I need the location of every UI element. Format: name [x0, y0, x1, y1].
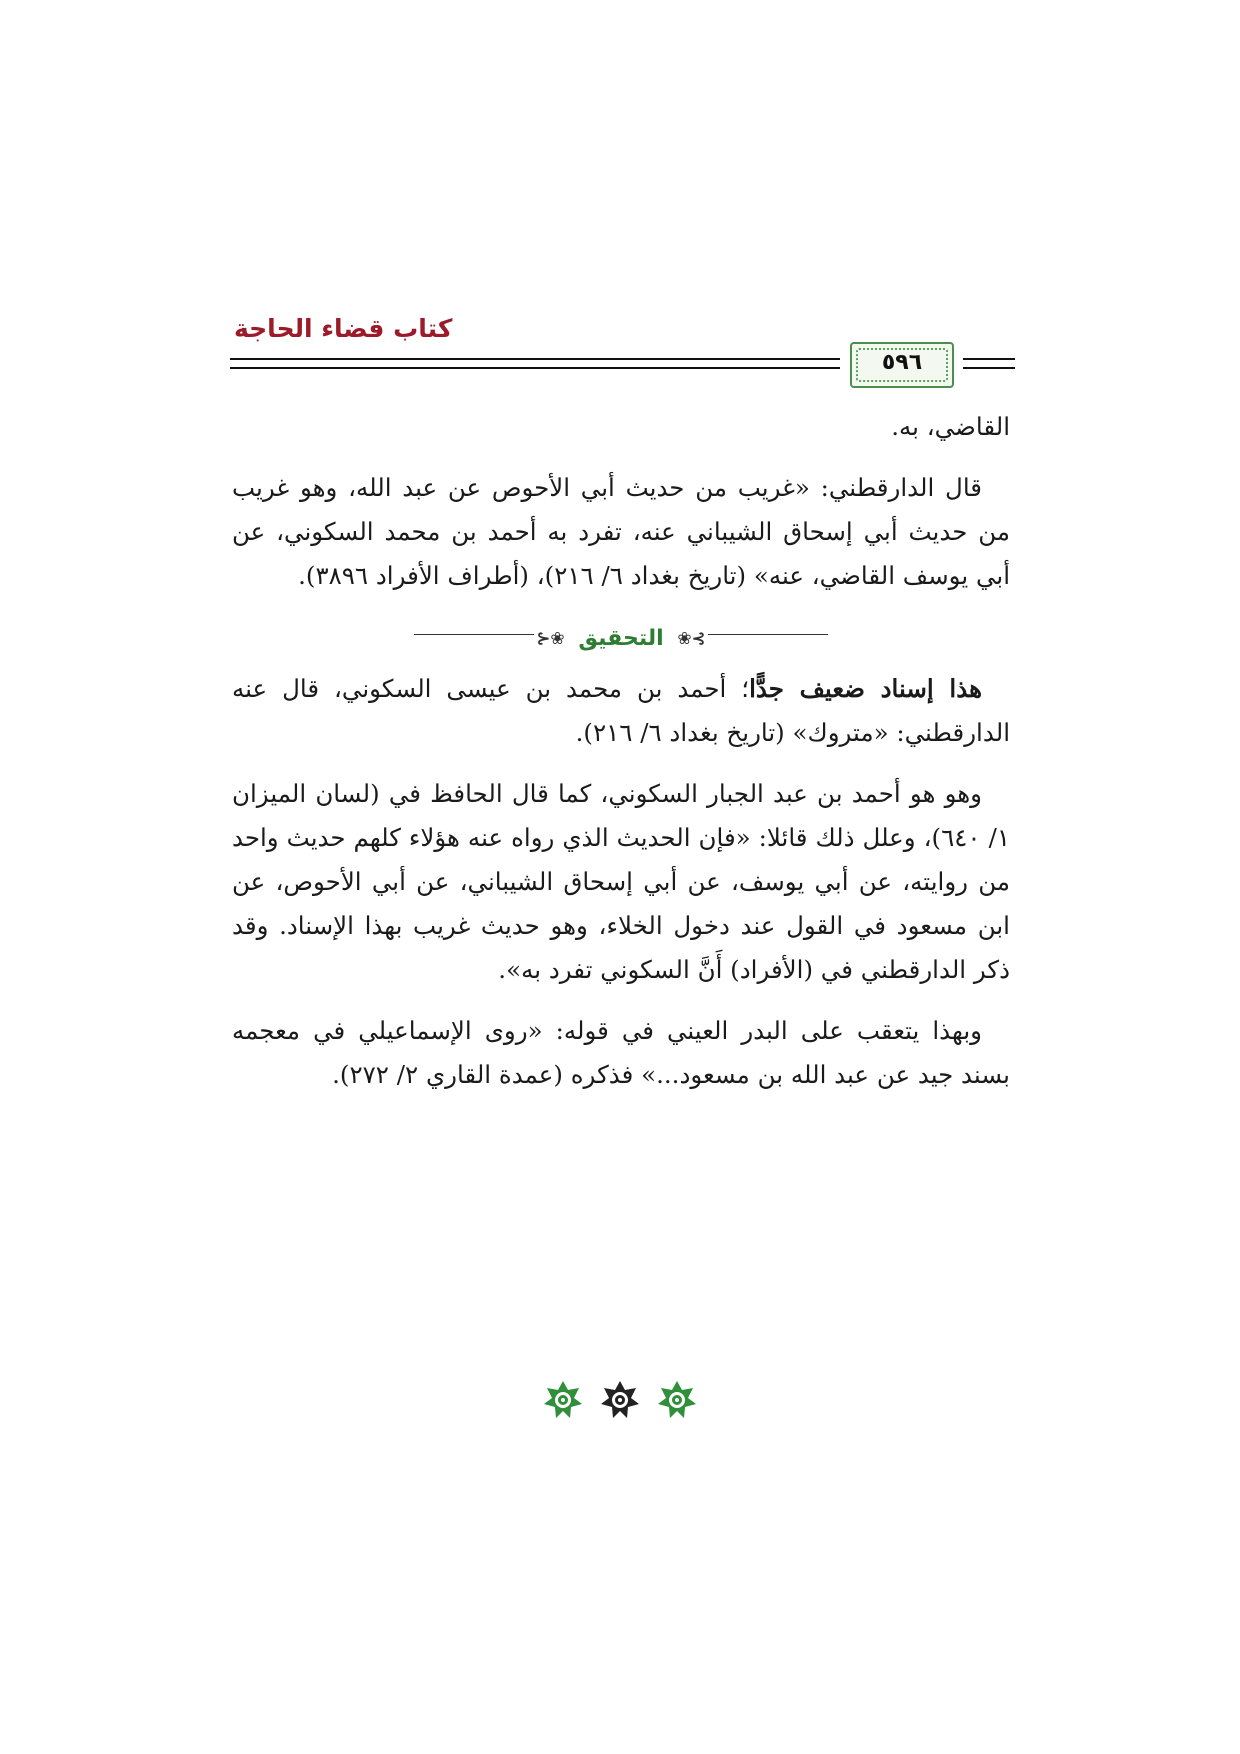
- book-title: كتاب قضاء الحاجة: [234, 314, 453, 343]
- verdict-bold: هذا إسناد ضعيف جدًّا: [749, 674, 983, 703]
- header-rule-top: [230, 358, 840, 360]
- section-divider: [232, 615, 1010, 655]
- paragraph-3: [232, 667, 1010, 755]
- page-body: [232, 405, 1010, 1114]
- star-ornament-icon: [543, 1380, 583, 1420]
- flourish-icon: ❀⊰: [536, 629, 565, 649]
- section-heading: التحقيق: [578, 626, 664, 651]
- star-ornament-icon: [600, 1380, 640, 1420]
- header-rule-right-top: [963, 358, 1015, 360]
- page-number-badge: [850, 342, 954, 388]
- paragraph-2: قال الدارقطني: «غريب من حديث أبي الأحوص عن عبد الله، وهو غريب من حديث أبي إسحاق الشيباني عنه، تفرد به أحمد بن محمد السكوني، عن أبي يوسف القاضي، عنه» (تاريخ بغداد ٦/ ٢١٦)، (أطراف الأفراد ٣٨٩٦).: [232, 473, 1010, 590]
- paragraph-5: وبهذا يتعقب على البدر العيني في قوله: «روى الإسماعيلي في معجمه بسند جيد عن عبد الله بن مسعود...» فذكره (عمدة القاري ٢/ ٢٧٢).: [232, 1016, 1010, 1089]
- header-rule-bottom: [230, 367, 840, 369]
- section-heading-wrap: [232, 617, 1010, 661]
- closing-ornaments: [520, 1380, 720, 1426]
- flourish-icon: ⊱❀: [677, 629, 706, 649]
- paragraph-1: القاضي، به.: [891, 412, 1010, 441]
- page-header: [230, 310, 1015, 390]
- page-number: ٥٩٦: [881, 350, 923, 375]
- paragraph-3-text: ؛ أحمد بن محمد بن عيسى السكوني، قال عنه الدارقطني: «متروك» (تاريخ بغداد ٦/ ٢١٦).: [232, 674, 1010, 747]
- header-rule-right-bottom: [963, 367, 1015, 369]
- paragraph-4: وهو هو أحمد بن عبد الجبار السكوني، كما قال الحافظ في (لسان الميزان ١/ ٦٤٠)، وعلل ذلك قائلا: «فإن الحديث الذي رواه عنه هؤلاء كلهم حديث واحد من روايته، عن أبي يوسف، عن أبي إسحاق الشيباني، عن أبي الأحوص، عن ابن مسعود في القول عند دخول الخلاء، وهو حديث غريب بهذا الإسناد. وقد ذكر الدارقطني في (الأفراد) أَنَّ السكوني تفرد به».: [232, 779, 1010, 984]
- star-ornament-icon: [657, 1380, 697, 1420]
